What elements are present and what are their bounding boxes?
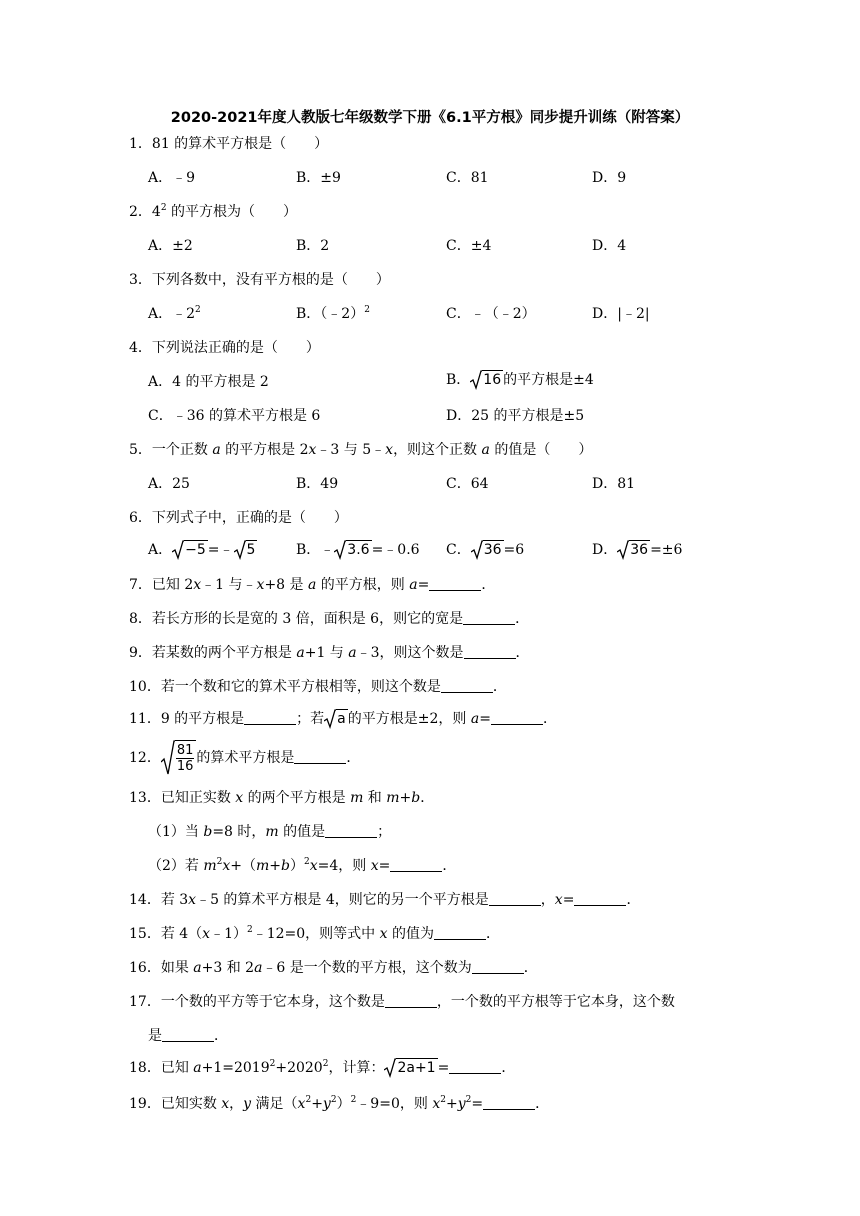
question-15: 15．若 4（x﹣1）$^2$﹣12=0，则等式中 x 的值为 ． — [129, 925, 500, 942]
answer-blank — [162, 1028, 214, 1042]
q3-option-b: B．（﹣2）$^2$ — [296, 305, 370, 322]
answer-blank — [574, 892, 626, 906]
q4-option-d: D．25 的平方根是±5 — [446, 408, 585, 424]
q1-option-b: B．±9 — [296, 170, 341, 186]
square-root-expression: 2a+1 — [384, 1058, 437, 1078]
q6-option-c: C． 36 =6 — [446, 542, 525, 558]
answer-blank — [449, 1060, 501, 1074]
q6-option-a: A． −5 =﹣ 5 — [148, 542, 256, 558]
page-title: 2020-2021年度人教版七年级数学下册《6.1平方根》同步提升训练（附答案） — [170, 110, 690, 126]
q1-option-d: D．9 — [592, 170, 627, 186]
q6-option-d: D． 36 =±6 — [592, 542, 683, 558]
fraction: $\frac{81}{16}$ — [176, 743, 194, 774]
answer-blank — [491, 711, 543, 725]
q2-option-a: A．±2 — [148, 238, 193, 254]
square-root-expression: 5 — [234, 540, 258, 560]
answer-blank — [429, 577, 481, 591]
q3-option-a: A．$﹣2^2$ — [148, 305, 201, 322]
question-17-line-2: 是 ． — [148, 1028, 228, 1044]
answer-blank — [390, 858, 442, 872]
question-19: 19．已知实数 x，y 满足$(x^2+y^2)^2﹣9=0$，则 $x^2+y^2=$ ． — [129, 1095, 550, 1112]
square-root-expression: 36 — [471, 540, 504, 560]
square-root-expression: −5 — [172, 540, 208, 560]
q5-option-d: D．81 — [592, 476, 636, 492]
question-11: 11．9 的平方根是 ；若 a 的平方根是±2，则 a= ． — [129, 711, 557, 727]
sqrt-16: 16 — [470, 370, 503, 390]
q4-option-c: C．﹣36 的算术平方根是 6 — [148, 408, 321, 424]
radical-sign-icon — [384, 1058, 396, 1078]
q5-option-a: A．25 — [148, 476, 190, 492]
radical-sign-icon — [172, 540, 184, 560]
q2-option-b: B．2 — [296, 238, 330, 254]
q2-option-c: C．±4 — [446, 238, 492, 254]
question-12: 12． $\frac{81}{16}$ 的算术平方根是 ． — [129, 738, 360, 778]
question-3-stem: 3．下列各数中，没有平方根的是（ ） — [129, 272, 390, 288]
answer-blank — [325, 824, 377, 838]
answer-blank — [294, 750, 346, 764]
radical-sign-icon — [161, 740, 175, 776]
question-14: 14．若 3x﹣5 的算术平方根是 4，则它的另一个平方根是 ，x= ． — [129, 892, 641, 908]
square-root-expression: a — [324, 709, 348, 729]
q4-option-b: B． 16 的平方根是±4 — [446, 372, 594, 388]
answer-blank — [385, 994, 437, 1008]
answer-blank — [472, 960, 524, 974]
q2-option-d: D．4 — [592, 238, 627, 254]
question-10: 10．若一个数和它的算术平方根相等，则这个数是 ． — [129, 679, 507, 695]
radical-sign-icon — [471, 540, 483, 560]
q1-option-c: C．81 — [446, 170, 489, 186]
question-17-line-1: 17．一个数的平方等于它本身，这个数是 ，一个数的平方根等于它本身，这个数 — [129, 994, 675, 1010]
question-7: 7．已知 2x﹣1 与﹣x+8 是 a 的平方根，则 a= ． — [129, 577, 496, 593]
square-root-expression — [161, 740, 197, 776]
question-1-stem: 1．81 的算术平方根是（ ） — [129, 136, 329, 152]
answer-blank — [489, 892, 541, 906]
answer-blank — [434, 926, 486, 940]
q6-option-b: B．﹣ 3.6 =﹣0.6 — [296, 542, 420, 558]
question-9: 9．若某数的两个平方根是 a+1 与 a﹣3，则这个数是 ． — [129, 645, 530, 661]
question-18: 18．已知 $a+1=2019^2+2020^2$，计算： 2a+1 = ． — [129, 1059, 516, 1076]
question-2-stem: 2．$4^2$ 的平方根为（ ） — [129, 203, 298, 220]
question-13-part-1: （1）当 b=8 时，m 的值是 ； — [148, 824, 392, 840]
square-root-expression: 36 — [617, 540, 650, 560]
answer-blank — [463, 611, 515, 625]
question-4-stem: 4．下列说法正确的是（ ） — [129, 340, 320, 356]
q4-option-a: A．4 的平方根是 2 — [148, 374, 269, 390]
answer-blank — [483, 1096, 535, 1110]
q5-option-c: C．64 — [446, 476, 489, 492]
answer-blank — [441, 679, 493, 693]
radical-sign-icon — [324, 709, 336, 729]
question-13-stem: 13．已知正实数 x 的两个平方根是 m 和 m+b． — [129, 790, 435, 806]
q5-option-b: B．49 — [296, 476, 339, 492]
answer-blank — [464, 645, 516, 659]
question-6-stem: 6．下列式子中，正确的是（ ） — [129, 510, 348, 526]
radical-sign-icon — [234, 540, 246, 560]
q3-option-c: C．﹣（﹣2） — [446, 306, 536, 322]
question-13-part-2: （2）若 $m^2x+(m+b)^2x=4$，则 x= ． — [148, 857, 457, 874]
question-16: 16．如果 a+3 和 2a﹣6 是一个数的平方根，这个数为 ． — [129, 960, 538, 976]
question-8: 8．若长方形的长是宽的 3 倍，面积是 6，则它的宽是 ． — [129, 611, 530, 627]
square-root-expression: 3.6 — [334, 540, 371, 560]
question-5-stem: 5．一个正数 a 的平方根是 2x﹣3 与 5﹣x，则这个正数 a 的值是（ ） — [129, 442, 593, 458]
q3-option-d: D．|﹣2| — [592, 306, 650, 322]
answer-blank — [244, 711, 296, 725]
radical-sign-icon — [470, 370, 482, 390]
radical-sign-icon — [334, 540, 346, 560]
radical-sign-icon — [617, 540, 629, 560]
q1-option-a: A．﹣9 — [148, 170, 196, 186]
